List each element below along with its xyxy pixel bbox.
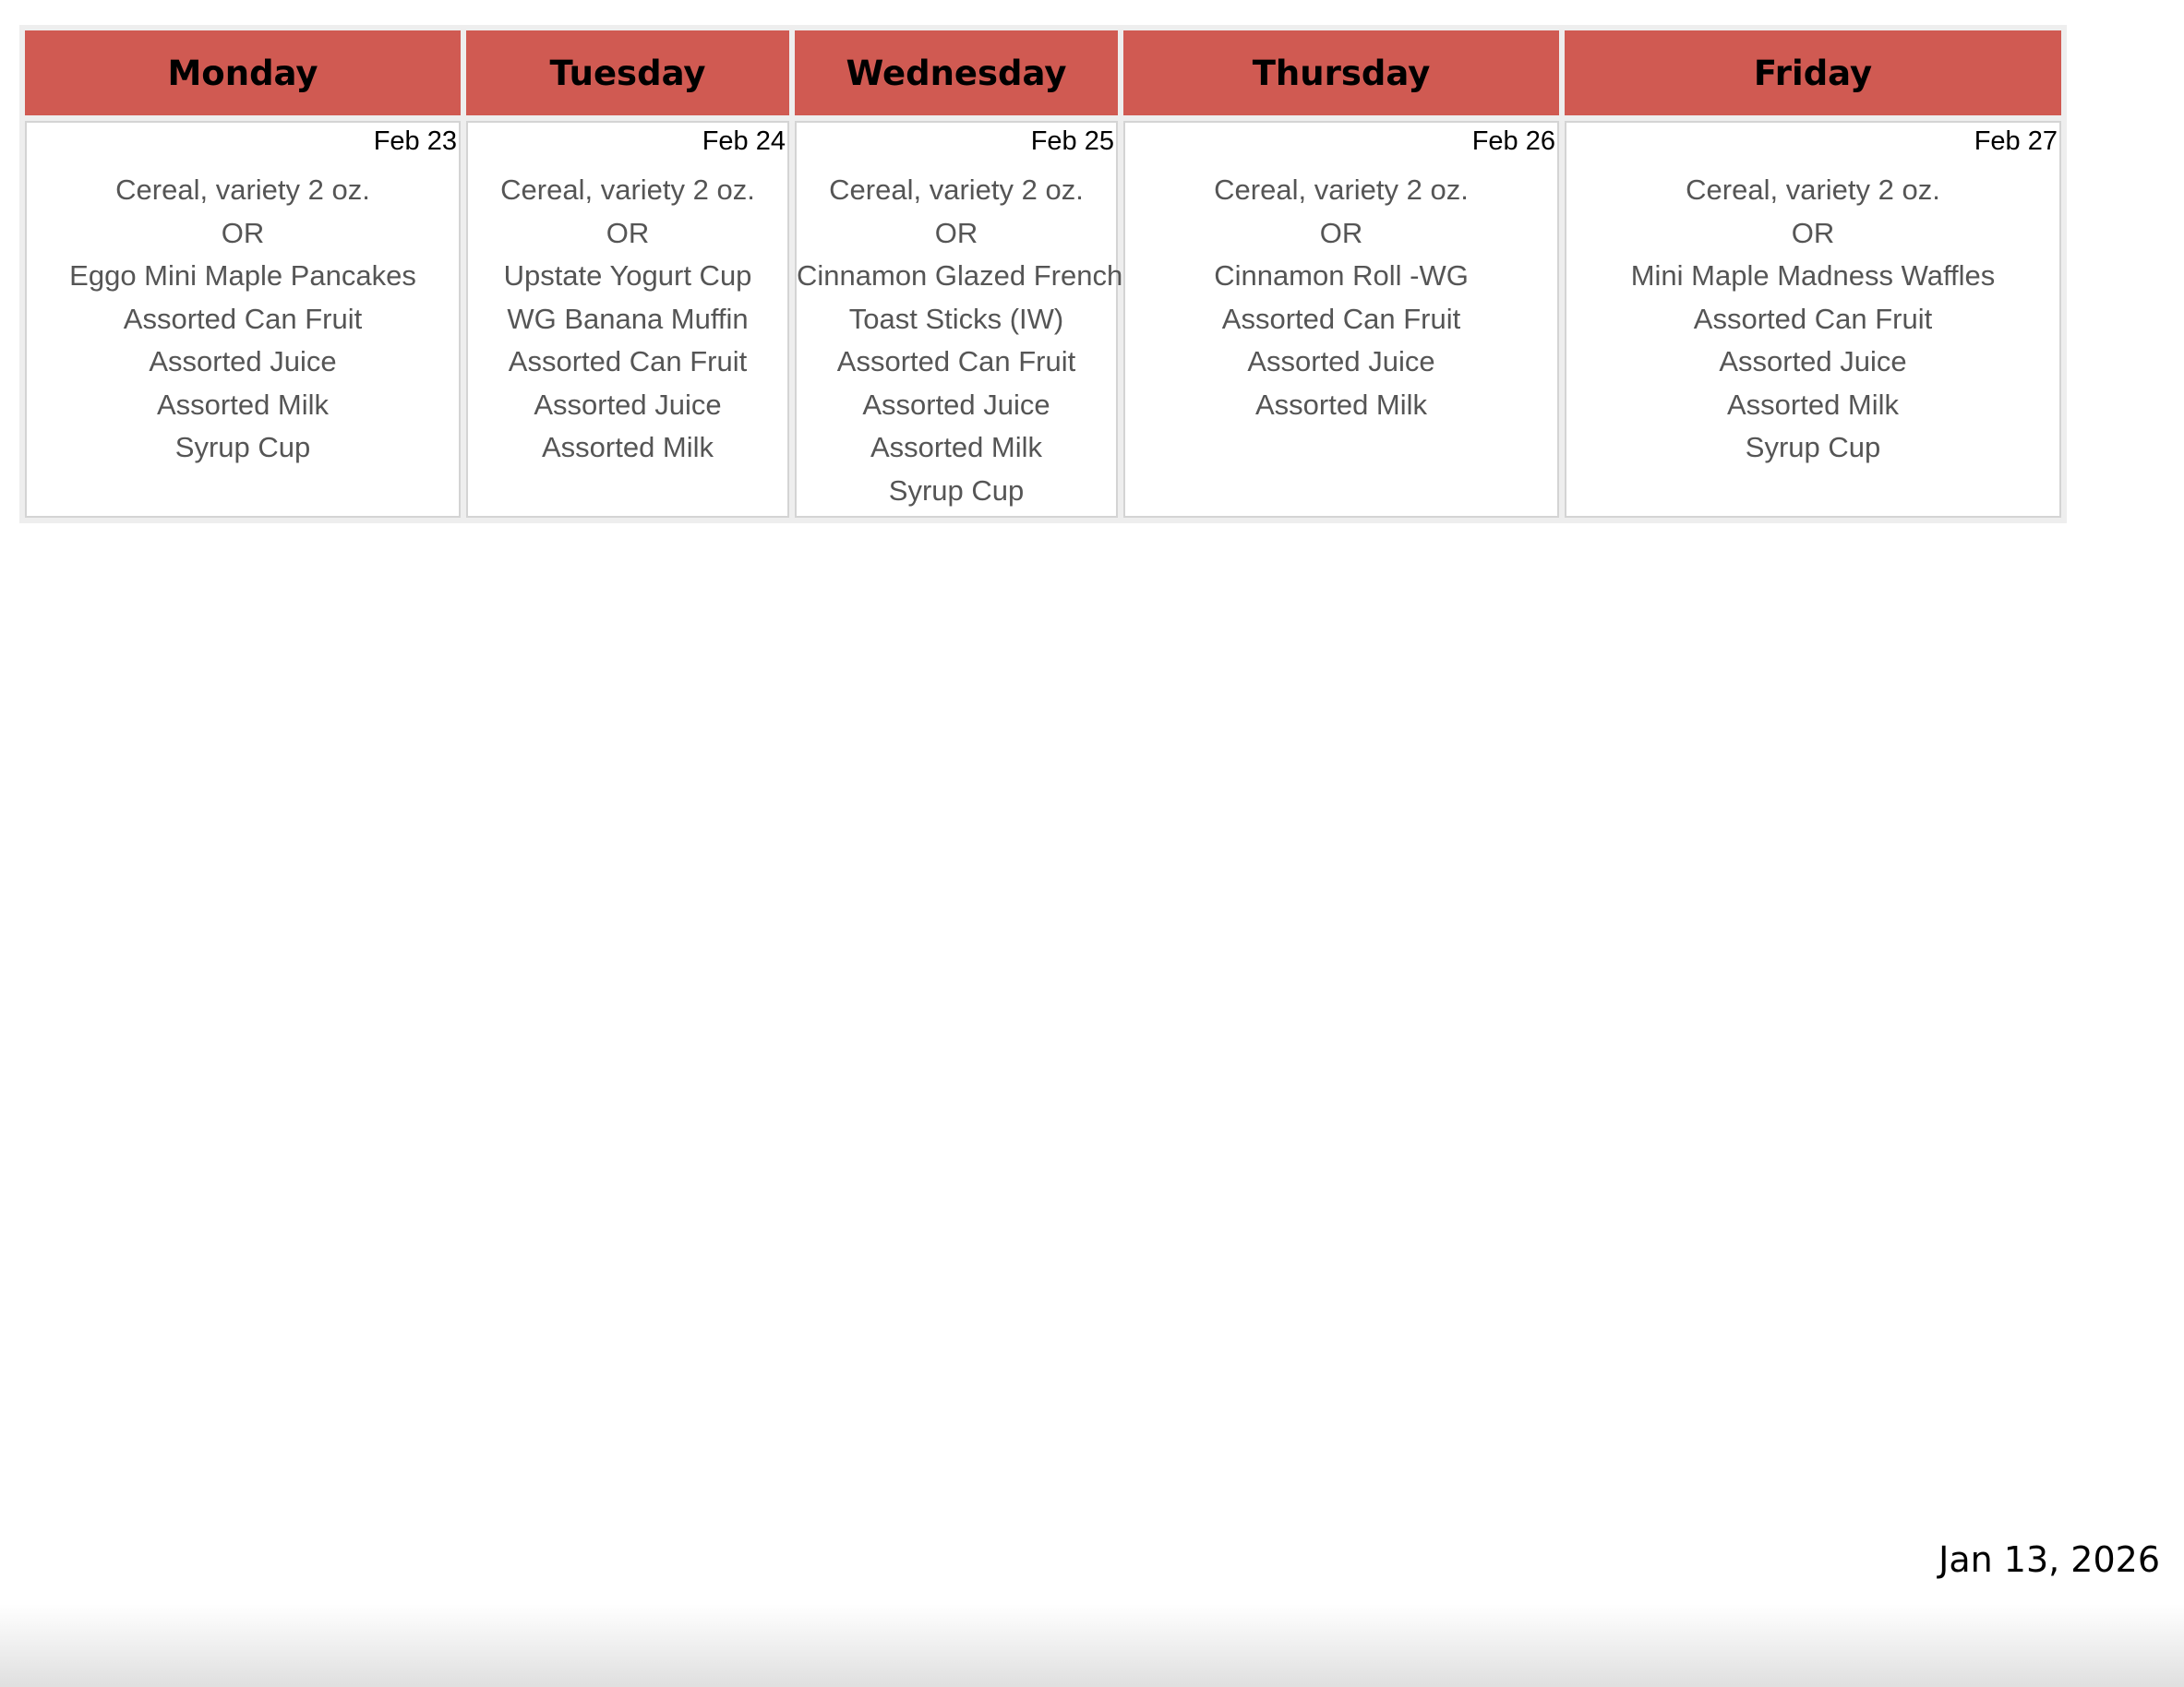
- day-header-friday: Friday: [1565, 30, 2061, 115]
- day-date: Feb 25: [1030, 126, 1114, 156]
- day-date: Feb 27: [1974, 126, 2058, 156]
- menu-item: WG Banana Muffin: [507, 302, 749, 335]
- day-header-monday: Monday: [25, 30, 461, 115]
- day-header-wednesday: Wednesday: [795, 30, 1118, 115]
- day-date: Feb 24: [702, 126, 786, 156]
- day-cell-friday: [1565, 121, 2061, 518]
- menu-item: Toast Sticks (IW): [848, 302, 1064, 335]
- menu-item: Assorted Milk: [1254, 388, 1428, 421]
- day-cell-monday: [25, 121, 461, 518]
- menu-item: Assorted Juice: [1719, 345, 1907, 377]
- menu-item: Assorted Juice: [1247, 345, 1435, 377]
- menu-item: Assorted Milk: [870, 431, 1043, 463]
- menu-item: Syrup Cup: [888, 473, 1025, 507]
- day-date: Feb 26: [1471, 126, 1555, 156]
- day-cell-wednesday: [795, 121, 1123, 518]
- menu-item: Assorted Juice: [149, 345, 337, 377]
- menu-item: Assorted Juice: [534, 388, 722, 421]
- bottom-shade: [0, 1604, 2184, 1687]
- menu-item: Assorted Can Fruit: [508, 345, 748, 377]
- menu-item: OR: [1791, 216, 1835, 249]
- menu-item: Cereal, variety 2 oz.: [1214, 173, 1469, 206]
- menu-item-list: [27, 160, 459, 470]
- menu-item: Assorted Juice: [862, 388, 1050, 421]
- weekly-menu-table: [19, 25, 2067, 523]
- weekday-header-row: [25, 30, 2061, 115]
- menu-item: OR: [1319, 216, 1363, 249]
- day-cell-tuesday: [466, 121, 789, 518]
- menu-item: Cinnamon Roll -WG: [1214, 259, 1469, 292]
- menu-item: Cereal, variety 2 oz.: [1686, 173, 1940, 206]
- day-date: Feb 23: [373, 126, 457, 156]
- menu-item: Syrup Cup: [1745, 431, 1881, 463]
- menu-item-list: [1125, 160, 1557, 426]
- menu-item: OR: [221, 216, 265, 249]
- menu-item: OR: [606, 216, 650, 249]
- menu-item: Upstate Yogurt Cup: [503, 259, 752, 292]
- menu-items-row: [25, 121, 2061, 518]
- day-header-tuesday: Tuesday: [466, 30, 789, 115]
- menu-item: Cinnamon Glazed French: [797, 259, 1123, 292]
- day-cell-thursday: [1123, 121, 1559, 518]
- day-header-thursday: Thursday: [1123, 30, 1559, 115]
- menu-item: Assorted Milk: [541, 431, 714, 463]
- menu-item: Assorted Can Fruit: [1221, 302, 1461, 335]
- menu-item-list: [468, 160, 787, 470]
- footer-date: Jan 13, 2026: [1938, 1539, 2160, 1580]
- menu-item: Mini Maple Madness Waffles: [1630, 259, 1996, 292]
- menu-item: Assorted Milk: [1726, 388, 1900, 421]
- menu-item: Cereal, variety 2 oz.: [829, 173, 1084, 206]
- menu-item: OR: [934, 216, 978, 249]
- menu-item: Assorted Can Fruit: [123, 302, 363, 335]
- menu-item: Cereal, variety 2 oz.: [115, 173, 370, 206]
- menu-item-list: [797, 160, 1123, 512]
- menu-item: Cereal, variety 2 oz.: [500, 173, 755, 206]
- menu-item: Eggo Mini Maple Pancakes: [69, 259, 416, 292]
- menu-item-list: [1566, 160, 2059, 470]
- menu-item: Assorted Can Fruit: [836, 345, 1076, 377]
- menu-item: Assorted Milk: [156, 388, 330, 421]
- menu-item: Syrup Cup: [174, 431, 311, 463]
- menu-item: Assorted Can Fruit: [1693, 302, 1933, 335]
